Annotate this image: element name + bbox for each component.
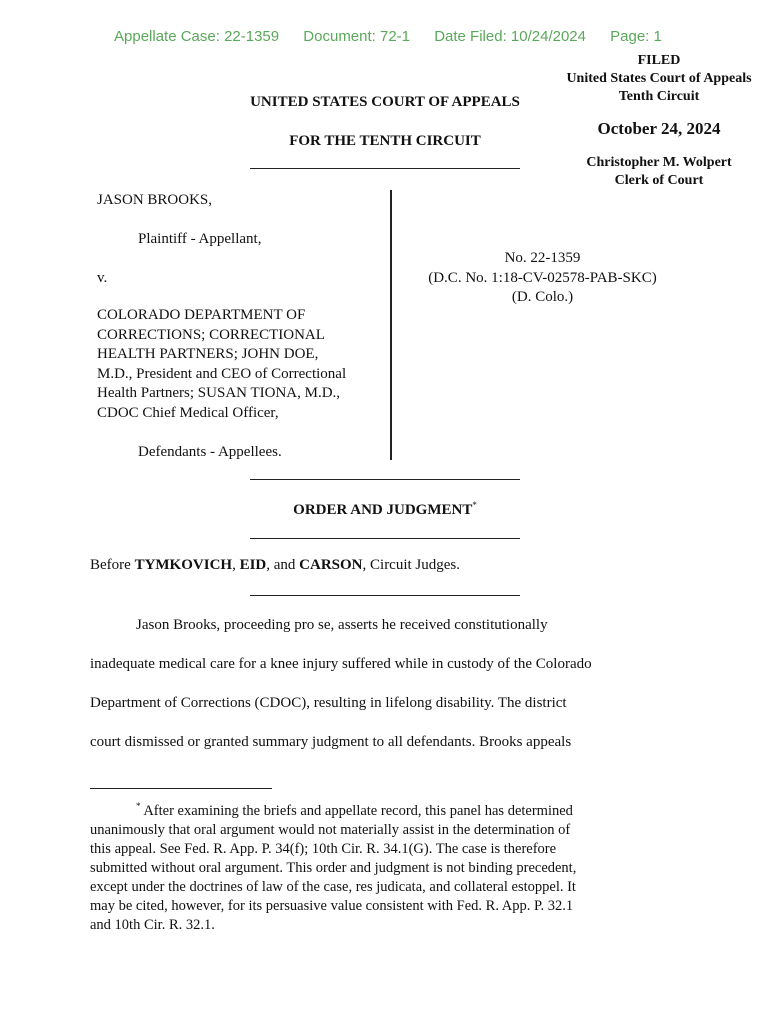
court-title-line1: UNITED STATES COURT OF APPEALS [250, 94, 520, 110]
stamp-clerk-title: Clerk of Court [614, 173, 704, 188]
court-title-line2: FOR THE TENTH CIRCUIT [289, 133, 481, 149]
footnote-line: may be cited, however, for its persuasive value consistent with Fed. R. App. P. 32.1 [90, 897, 574, 914]
defendant-line: COLORADO DEPARTMENT OF [97, 307, 306, 323]
body-line: inadequate medical care for a knee injury suffered while in custody of the Colorado [90, 656, 592, 672]
panel-suffix: , Circuit Judges. [362, 557, 461, 573]
body-line: court dismissed or granted summary judgment to all defendants. Brooks appeals [90, 734, 572, 750]
footnote-line: submitted without oral argument. This order and judgment is not binding precedent, [90, 859, 577, 876]
versus: v. [97, 270, 108, 286]
stamp-clerk-name: Christopher M. Wolpert [586, 155, 732, 170]
district-case-number: (D.C. No. 1:18-CV-02578-PAB-SKC) [428, 269, 657, 286]
order-title [230, 500, 540, 519]
footnote-line: unanimously that oral argument would not materially assist in the determination of [90, 821, 571, 838]
header-date-filed: Date Filed: 10/24/2024 [434, 28, 586, 45]
plaintiff-role: Plaintiff - Appellant, [138, 231, 262, 247]
footnote [90, 797, 680, 935]
stamp-date: October 24, 2024 [597, 119, 721, 138]
stamp-court: United States Court of Appeals [566, 71, 752, 86]
divider [250, 479, 520, 480]
defendant-line: HEALTH PARTNERS; JOHN DOE, [97, 346, 319, 362]
body-line: Jason Brooks, proceeding pro se, asserts he received constitutionally [136, 617, 548, 633]
footnote-line [90, 797, 680, 821]
defendant-line: M.D., President and CEO of Correctional [97, 365, 347, 382]
defendants-list [97, 306, 387, 423]
case-number-block [400, 249, 685, 308]
footnote-divider [90, 788, 272, 789]
header-document: Document: 72-1 [303, 28, 411, 45]
defendant-line: Health Partners; SUSAN TIONA, M.D., [97, 385, 341, 401]
district-court: (D. Colo.) [511, 289, 574, 305]
footnote-text: After examining the briefs and appellate record, this panel has determined [143, 802, 573, 819]
caption-divider [390, 190, 392, 460]
footnote-line: this appeal. See Fed. R. App. P. 34(f); 10th Cir. R. 34.1(G). The case is therefore [90, 840, 557, 857]
case-number: No. 22-1359 [504, 250, 581, 266]
divider [250, 168, 520, 169]
filed-stamp [548, 52, 770, 190]
footnote-marker: * [472, 500, 477, 510]
header-case: Appellate Case: 22-1359 [114, 28, 280, 45]
stamp-clerk [548, 154, 770, 190]
panel-sep: , and [266, 557, 300, 573]
divider [250, 538, 520, 539]
footnote-line: except under the doctrines of law of the case, res judicata, and collateral estoppel. It [90, 878, 576, 895]
footnote-marker: * [136, 801, 141, 811]
body-text [90, 606, 690, 762]
judge-name: TYMKOVICH [134, 557, 233, 573]
divider [250, 595, 520, 596]
panel-line [90, 557, 460, 574]
document-header [114, 28, 682, 45]
header-page: Page: 1 [610, 28, 662, 45]
judge-name: EID [239, 557, 267, 573]
defendant-line: CORRECTIONS; CORRECTIONAL [97, 326, 325, 343]
footnote-line: and 10th Cir. R. 32.1. [90, 916, 215, 933]
plaintiff-name: JASON BROOKS, [97, 192, 213, 208]
defendant-line: CDOC Chief Medical Officer, [97, 404, 279, 421]
stamp-filed: FILED [637, 53, 681, 68]
body-line: Department of Corrections (CDOC), resulting in lifelong disability. The district [90, 695, 567, 711]
defendants-role: Defendants - Appellees. [138, 444, 282, 460]
judge-name: CARSON [299, 557, 363, 573]
stamp-circuit: Tenth Circuit [618, 89, 700, 104]
panel-before: Before [90, 557, 135, 573]
panel-sep: , [232, 557, 240, 573]
order-title-text: ORDER AND JUDGMENT [293, 502, 473, 518]
